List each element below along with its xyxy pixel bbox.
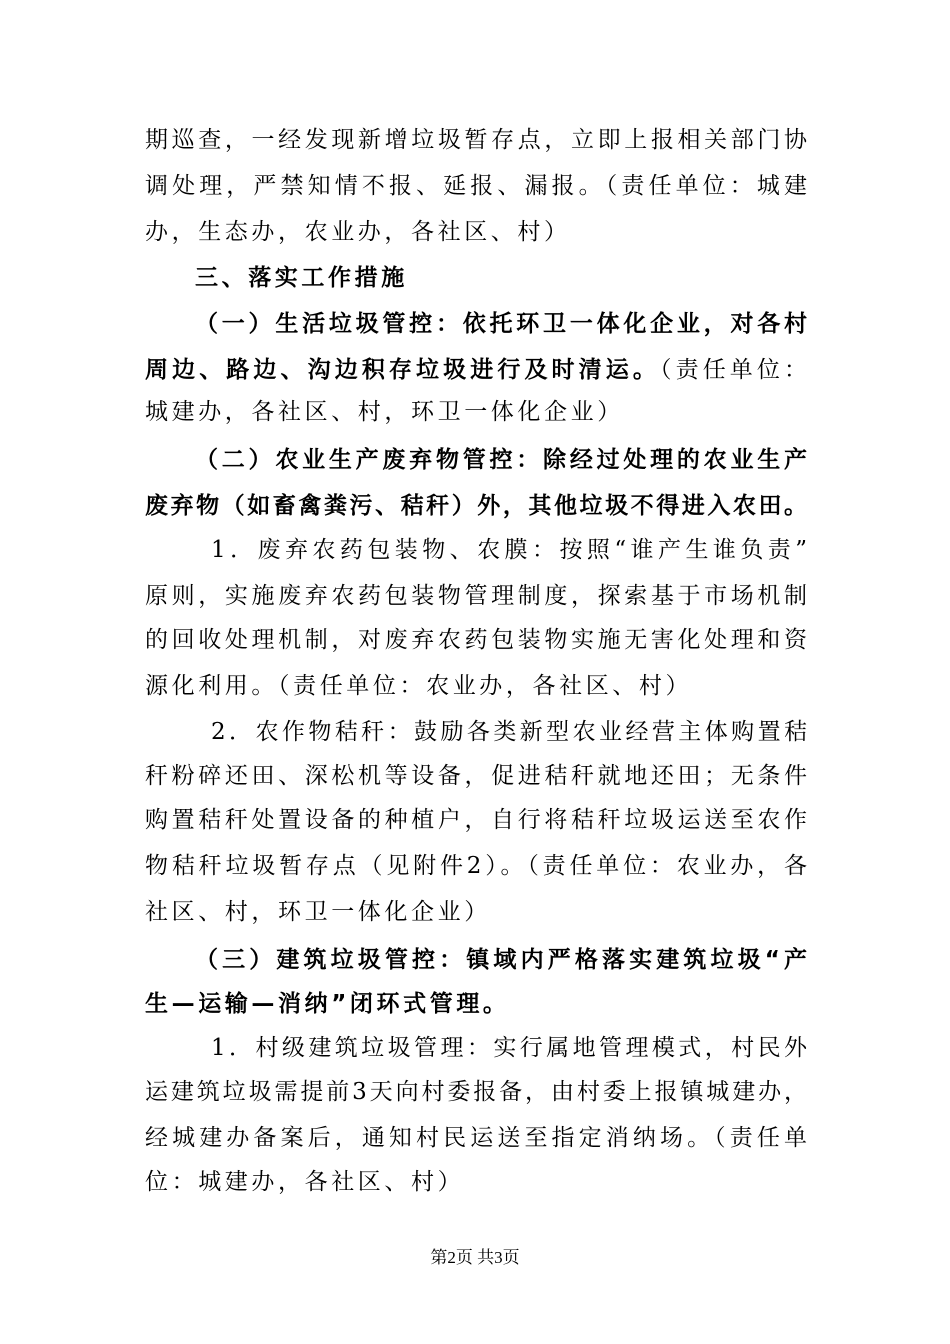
text-line [145,805,807,835]
text-line [195,263,807,293]
text-line [195,445,807,475]
text-line [145,761,807,791]
text-line [145,581,807,611]
body-text: 1．废弃农药包装物、农膜：按照“谁产生谁负责” [211,537,807,563]
bold-heading-text: （一）生活垃圾管控：依托环卫一体化企业，对各村 [195,311,807,337]
bold-heading-text: （三）建筑垃圾管控：镇域内严格落实建筑垃圾“产 [195,947,807,973]
body-text: 运建筑垃圾需提前3天向村委报备，由村委上报镇城建办， [145,1079,807,1105]
text-line [145,397,807,427]
body-text: 办，生态办，农业办，各社区、村） [145,219,571,245]
bold-heading-text: 三、落实工作措施 [195,265,408,291]
body-text: 调处理，严禁知情不报、延报、漏报。（责任单位：城建 [145,173,807,199]
text-line [195,309,807,339]
text-line [145,355,807,385]
body-text: 社区、村，环卫一体化企业） [145,899,491,925]
text-line [145,217,807,247]
bold-heading-text: 生—运输—消纳”闭环式管理。 [145,991,510,1017]
text-line [145,1123,807,1153]
text-line [211,535,807,565]
body-text: 位：城建办，各社区、村） [145,1169,465,1195]
text-line [145,989,807,1019]
body-text: 经城建办备案后，通知村民运送至指定消纳场。（责任单 [145,1125,807,1151]
body-text: 原则，实施废弃农药包装物管理制度，探索基于市场机制 [145,583,807,609]
text-line [145,1077,807,1107]
text-line [211,1033,807,1063]
body-text: 城建办，各社区、村，环卫一体化企业） [145,399,624,425]
text-line [145,897,807,927]
text-line [145,171,807,201]
bold-heading-text: （二）农业生产废弃物管控：除经过处理的农业生产 [195,447,807,473]
body-text: 期巡查，一经发现新增垃圾暂存点，立即上报相关部门协 [145,127,807,153]
body-text: 的回收处理机制，对废弃农药包装物实施无害化处理和资 [145,627,807,653]
text-line [145,125,807,155]
text-line [145,1167,807,1197]
page-footer: 第2页 共3页 [430,1248,520,1267]
body-text: 购置秸秆处置设备的种植户，自行将秸秆垃圾运送至农作 [145,807,807,833]
body-text: 源化利用。（责任单位：农业办，各社区、村） [145,673,693,699]
bold-heading-text: 周边、路边、沟边积存垃圾进行及时清运。 [145,357,660,383]
bold-heading-text: 废弃物（如畜禽粪污、秸秆）外，其他垃圾不得进入农田。 [145,493,807,519]
body-text: 物秸秆垃圾暂存点（见附件2）。（责任单位：农业办，各 [145,853,807,879]
body-text: 1．村级建筑垃圾管理：实行属地管理模式，村民外 [211,1035,807,1061]
text-line [145,625,807,655]
body-text: 秆粉碎还田、深松机等设备，促进秸秆就地还田；无条件 [145,763,807,789]
text-line [145,671,807,701]
text-line [211,717,807,747]
body-text: 2．农作物秸秆：鼓励各类新型农业经营主体购置秸 [211,719,807,745]
body-text: （责任单位： [659,357,808,383]
text-line [145,851,807,881]
text-line [145,491,807,521]
text-line [195,945,807,975]
